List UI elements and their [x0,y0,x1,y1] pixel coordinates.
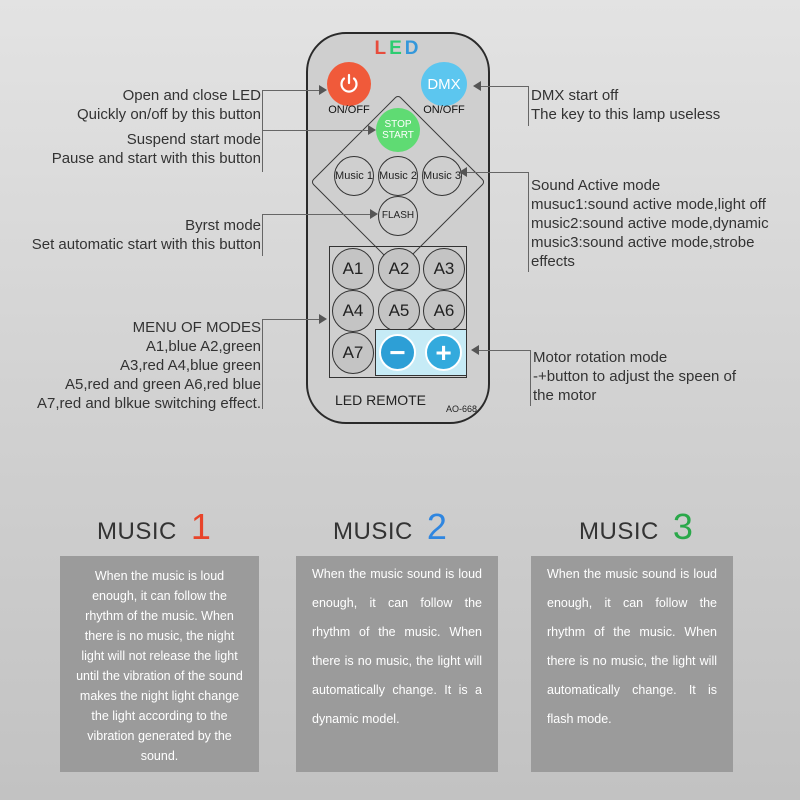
motor-annotation-line-3: the motor [533,387,597,404]
a3-button[interactable]: A3 [423,248,465,290]
a1-button[interactable]: A1 [332,248,374,290]
a5-button[interactable]: A5 [378,290,420,332]
dmx-button[interactable]: DMX [421,62,467,106]
arrow-icon [368,125,376,135]
menu-annotation-line-2: A1,blue A2,green [145,338,261,355]
arrow-icon [473,81,481,91]
sound-annotation-line-5: effects [531,253,575,270]
power-onoff-label: ON/OFF [328,104,370,116]
music-3-button[interactable]: Music 3 [422,156,462,196]
arrow-icon [459,167,467,177]
power-annotation-line-2: Quickly on/off by this button [77,106,261,123]
flash-annotation-line-1: Byrst mode [185,217,261,234]
dmx-onoff-label: ON/OFF [423,104,465,116]
sound-annotation-line-1: Sound Active mode [531,177,661,194]
stop-start-button[interactable]: STOP START [376,108,420,152]
menu-annotation-line-3: A3,red A4,blue green [120,357,261,374]
power-button[interactable] [327,62,371,106]
a4-button[interactable]: A4 [332,290,374,332]
led-logo-letter-e: E [389,38,405,59]
power-annotation [77,86,261,124]
music-3-heading [579,506,693,548]
flash-annotation [32,216,261,254]
plus-button[interactable]: + [425,334,462,371]
dmx-annotation-line-2: The key to this lamp useless [531,106,721,123]
stop-annotation-line-1: Suspend start mode [126,131,261,148]
music-2-button[interactable]: Music 2 [378,156,418,196]
remote-model: AO-668 [446,404,478,414]
music-2-description: When the music sound is loud enough, it can follow the rhythm of the music. When there is no music, the light will automatically change. It is a dynamic model. [296,556,498,772]
minus-button[interactable]: − [379,334,416,371]
music-1-heading-label: MUSIC [97,518,177,545]
motor-annotation [533,348,736,405]
motor-annotation-line-1: Motor rotation mode [533,349,668,366]
a2-button[interactable]: A2 [378,248,420,290]
dmx-annotation [531,86,720,124]
flash-button[interactable]: FLASH [378,196,418,236]
arrow-icon [319,314,327,324]
led-logo [308,38,488,60]
music-3-heading-label: MUSIC [579,518,659,545]
menu-annotation-line-4: A5,red and green A6,red blue [65,376,261,393]
music-2-heading-label: MUSIC [333,518,413,545]
sound-annotation-line-2: musuc1:sound active mode,light off [531,196,766,213]
music-1-heading [97,506,211,548]
sound-annotation-line-4: music3:sound active mode,strobe [531,234,755,251]
music-2-heading [333,506,447,548]
menu-annotation [37,318,261,413]
remote-name: LED REMOTE [335,392,427,408]
music-1-heading-number: 1 [190,506,212,547]
stop-annotation [52,130,261,168]
music-3-heading-number: 3 [672,506,694,547]
stop-annotation-line-2: Pause and start with this button [51,150,261,167]
flash-annotation-line-2: Set automatic start with this button [31,236,261,253]
dmx-annotation-line-1: DMX start off [531,87,619,104]
power-annotation-line-1: Open and close LED [122,87,261,104]
led-logo-letter-l: L [374,38,390,59]
led-logo-letter-d: D [404,38,422,59]
music-2-heading-number: 2 [426,506,448,547]
menu-annotation-line-1: MENU OF MODES [132,319,261,336]
music-1-button[interactable]: Music 1 [334,156,374,196]
music-3-description: When the music sound is loud enough, it can follow the rhythm of the music. When there is no music, the light will automatically change. It is flash mode. [531,556,733,772]
a6-button[interactable]: A6 [423,290,465,332]
motor-annotation-line-2: -+button to adjust the speen of [533,368,737,385]
a7-button[interactable]: A7 [332,332,374,374]
arrow-icon [370,209,378,219]
arrow-icon [319,85,327,95]
menu-annotation-line-5: A7,red and blkue switching effect. [36,395,261,412]
sound-annotation [531,176,769,271]
sound-annotation-line-3: music2:sound active mode,dynamic [531,215,769,232]
arrow-icon [471,345,479,355]
power-icon [337,72,361,96]
music-1-description: When the music is loud enough, it can follow the rhythm of the music. When there is no music, the night light will not release the light until the vibration of the sound makes the night light change the light according to the vibration generated by the sound. [60,556,259,772]
